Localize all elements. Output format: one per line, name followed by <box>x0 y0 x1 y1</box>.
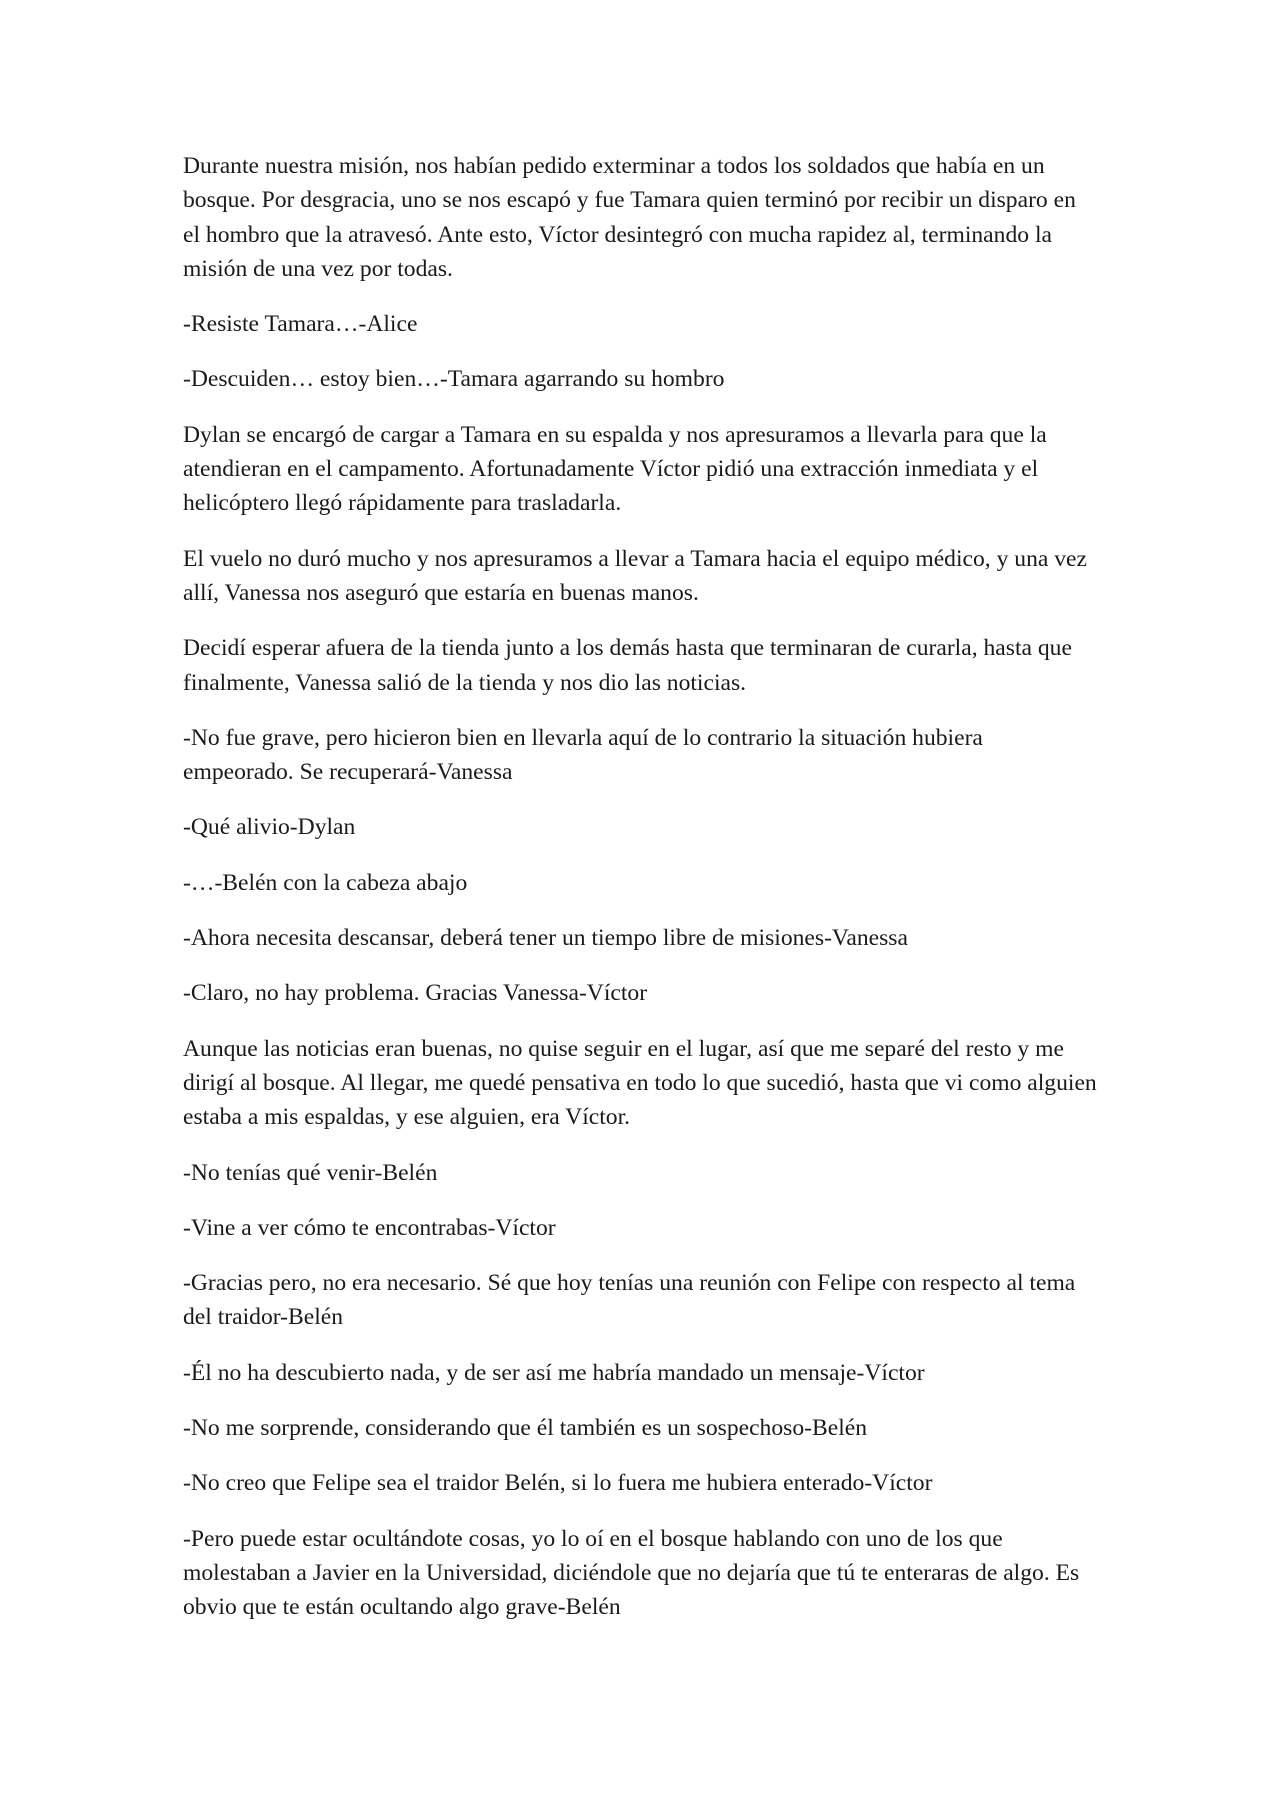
paragraph-dialogue-victor-thanks: -Claro, no hay problema. Gracias Vanessa-Víctor <box>183 980 648 1007</box>
paragraph-dialogue-belen-hiding: -Pero puede estar ocultándote cosas, yo lo oí en el bosque hablando con uno de los que molestaban a Javier en la Universidad, diciéndole que no dejaría que tú te enteraras de algo. Es obvio que te están ocultando algo grave-Belén <box>183 1525 1080 1621</box>
paragraph-dialogue-dylan: -Qué alivio-Dylan <box>183 814 356 841</box>
paragraph-dialogue-victor-see: -Vine a ver cómo te encontrabas-Víctor <box>183 1214 556 1241</box>
paragraph-dialogue-belen-meeting: -Gracias pero, no era necesario. Sé que hoy tenías una reunión con Felipe con respecto al tema del traidor-Belén <box>183 1270 1076 1331</box>
paragraph-narration-dylan: Dylan se encargó de cargar a Tamara en su espalda y nos apresuramos a llevarla para que la atendieran en el campamento. Afortunadamente Víctor pidió una extracción inmediata y el helicóptero llegó rápidamente para trasladarla. <box>183 421 1047 517</box>
paragraph-dialogue-belen-come: -No tenías qué venir-Belén <box>183 1159 438 1186</box>
paragraph-narration-forest: Aunque las noticias eran buenas, no quise seguir en el lugar, así que me separé del resto y me dirigí al bosque. Al llegar, me quedé pensativa en todo lo que sucedió, hasta que vi como alguien estaba a mis espaldas, y ese alguien, era Víctor. <box>183 1035 1097 1131</box>
paragraph-dialogue-vanessa-rest: -Ahora necesita descansar, deberá tener un tiempo libre de misiones-Vanessa <box>183 925 908 952</box>
paragraph-narration-waiting: Decidí esperar afuera de la tienda junto a los demás hasta que terminaran de curarla, hasta que finalmente, Vanessa salió de la tienda y nos dio las noticias. <box>183 635 1072 696</box>
paragraph-dialogue-tamara: -Descuiden… estoy bien…-Tamara agarrando su hombro <box>183 366 725 393</box>
document-body <box>183 149 1098 1646</box>
paragraph-dialogue-belen-suspect: -No me sorprende, considerando que él también es un sospechoso-Belén <box>183 1415 868 1442</box>
paragraph-dialogue-vanessa: -No fue grave, pero hicieron bien en llevarla aquí de lo contrario la situación hubiera empeorado. Se recuperará-Vanessa <box>183 724 983 786</box>
paragraph-narration-flight: El vuelo no duró mucho y nos apresuramos a llevar a Tamara hacia el equipo médico, y una vez allí, Vanessa nos aseguró que estaría en buenas manos. <box>183 545 1087 606</box>
paragraph-narration-mission: Durante nuestra misión, nos habían pedido exterminar a todos los soldados que había en un bosque. Por desgracia, uno se nos escapó y fue Tamara quien terminó por recibir un disparo en el hombro que la atravesó. Ante esto, Víctor desintegró con mucha rapidez al, terminando la misión de una vez por todas. <box>183 153 1076 282</box>
paragraph-dialogue-belen: -…-Belén con la cabeza abajo <box>183 869 468 896</box>
paragraph-dialogue-alice: -Resiste Tamara…-Alice <box>183 311 418 338</box>
paragraph-dialogue-victor-felipe: -Él no ha descubierto nada, y de ser así me habría mandado un mensaje-Víctor <box>183 1359 925 1386</box>
paragraph-dialogue-victor-traitor: -No creo que Felipe sea el traidor Belén, si lo fuera me hubiera enterado-Víctor <box>183 1470 933 1497</box>
